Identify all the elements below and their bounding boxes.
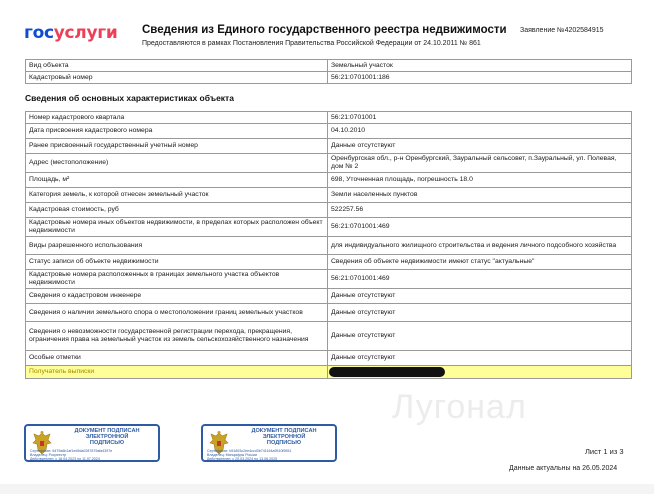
row-label: Статус записи об объекте недвижимости — [26, 255, 328, 270]
row-label: Вид объекта — [26, 60, 328, 72]
actual-date: Данные актуальны на 26.05.2024 — [509, 465, 618, 472]
table-row — [26, 351, 632, 366]
stamp-certificate: Сертификат: 6479a6b1af1ed9da0287879afa4397e — [30, 449, 113, 453]
table-row — [26, 72, 632, 84]
row-label: Виды разрешенного использования — [26, 237, 328, 255]
row-value: Данные отсутствуют — [328, 322, 632, 351]
row-value: 04.10.2010 — [328, 124, 632, 139]
signature-stamp — [201, 424, 337, 462]
stamp-title-line: ПОДПИСЬЮ — [89, 440, 125, 447]
row-label: Сведения о невозможности государственной регистрации перехода, прекращения, ограничения права на земельный участок из земель сельскохозяйственного назначения — [26, 322, 328, 351]
stamp-title-line: ЭЛЕКТРОННОЙ — [85, 434, 129, 441]
row-label: Дата присвоения кадастрового номера — [26, 124, 328, 139]
row-value: Земельный участок — [328, 60, 632, 72]
row-value: 698, Уточненная площадь, погрешность 18.0 — [328, 173, 632, 188]
stamp-owner: Владелец: Минцифры России — [207, 453, 258, 457]
table-row — [26, 188, 632, 203]
table-row — [26, 139, 632, 154]
table-row — [26, 112, 632, 124]
stamp-title-line: ДОКУМЕНТ ПОДПИСАН — [74, 428, 140, 434]
logo-part-uslugi: услуги — [53, 23, 118, 43]
table-row — [26, 304, 632, 322]
row-label: Категория земель, к которой отнесен земельный участок — [26, 188, 328, 203]
object-table — [25, 59, 632, 84]
row-label: Сведения о кадастровом инженере — [26, 289, 328, 304]
signature-stamp — [24, 424, 160, 462]
gosuslugi-logo[interactable] — [24, 23, 117, 43]
row-value: 56:21:0701001:469 — [328, 270, 632, 289]
row-value: Сведения об объекте недвижимости имеют статус "актуальные" — [328, 255, 632, 270]
row-label: Кадастровый номер — [26, 72, 328, 84]
table-row — [26, 289, 632, 304]
statement-number: Заявление №4202584915 — [520, 27, 604, 34]
logo-part-gos: гос — [24, 23, 54, 43]
recipient-value — [328, 366, 632, 379]
row-label: Ранее присвоенный государственный учетный номер — [26, 139, 328, 154]
table-row — [26, 173, 632, 188]
row-label: Номер кадастрового квартала — [26, 112, 328, 124]
watermark: Лугонал — [392, 388, 527, 426]
table-row — [26, 255, 632, 270]
row-value: 56:21:0701001 — [328, 112, 632, 124]
row-label: Кадастровые номера иных объектов недвижимости, в пределах которых расположен объект недвижимости — [26, 218, 328, 237]
bottom-band — [0, 484, 654, 494]
row-value: Оренбургская обл., р-н Оренбургский, Зауральный сельсовет, п.Зауральный, ул. Полевая, дом № 2 — [328, 154, 632, 173]
table-row — [26, 60, 632, 72]
row-value: для индивидуального жилищного строительства и ведения личного подсобного хозяйства — [328, 237, 632, 255]
stamp-validity: Действителен: с 18.04.2023 по 11.07.2024 — [30, 457, 100, 461]
row-label: Особые отметки — [26, 351, 328, 366]
section-title: Сведения об основных характеристиках объекта — [25, 93, 234, 103]
row-label: Кадастровая стоимость, руб — [26, 203, 328, 218]
table-row — [26, 154, 632, 173]
table-row — [26, 203, 632, 218]
stamp-certificate: Сертификат: b51893c2ee4ccd3b741164a9510f9551 — [207, 449, 292, 453]
characteristics-table — [25, 111, 632, 379]
document-subtitle: Предоставляются в рамках Постановления Правительства Российской Федерации от 24.10.2011 № 861 — [142, 40, 481, 47]
row-label: Площадь, м² — [26, 173, 328, 188]
row-value: Земли населенных пунктов — [328, 188, 632, 203]
row-value: 522257.56 — [328, 203, 632, 218]
stamp-owner: Владелец: Росреестр — [30, 453, 67, 457]
row-value: Данные отсутствуют — [328, 351, 632, 366]
table-row — [26, 218, 632, 237]
table-row — [26, 270, 632, 289]
row-value: Данные отсутствуют — [328, 304, 632, 322]
row-value: 56:21:0701001:186 — [328, 72, 632, 84]
stamp-title-line: ДОКУМЕНТ ПОДПИСАН — [251, 428, 317, 434]
table-row — [26, 237, 632, 255]
document-header — [0, 0, 654, 56]
stamp-title-line: ПОДПИСЬЮ — [266, 440, 302, 447]
row-label: Кадастровые номера расположенных в границах земельного участка объектов недвижимости — [26, 270, 328, 289]
stamp-title — [234, 428, 334, 447]
document-title: Сведения из Единого государственного реестра недвижимости — [142, 24, 507, 36]
row-value: 56:21:0701001:469 — [328, 218, 632, 237]
recipient-row — [26, 366, 632, 379]
redaction-mark — [329, 367, 445, 377]
stamp-title-line: ЭЛЕКТРОННОЙ — [262, 434, 306, 441]
stamp-title — [57, 428, 157, 447]
table-row — [26, 124, 632, 139]
row-label: Адрес (местоположение) — [26, 154, 328, 173]
row-value: Данные отсутствуют — [328, 289, 632, 304]
row-value: Данные отсутствуют — [328, 139, 632, 154]
page-number: Лист 1 из 3 — [585, 447, 624, 456]
stamp-validity: Действителен: с 20.03.2024 по 13.06.2025 — [207, 457, 278, 461]
recipient-label: Получатель выписки — [26, 366, 328, 379]
table-row — [26, 322, 632, 351]
row-label: Сведения о наличии земельного спора о местоположении границ земельных участков — [26, 304, 328, 322]
